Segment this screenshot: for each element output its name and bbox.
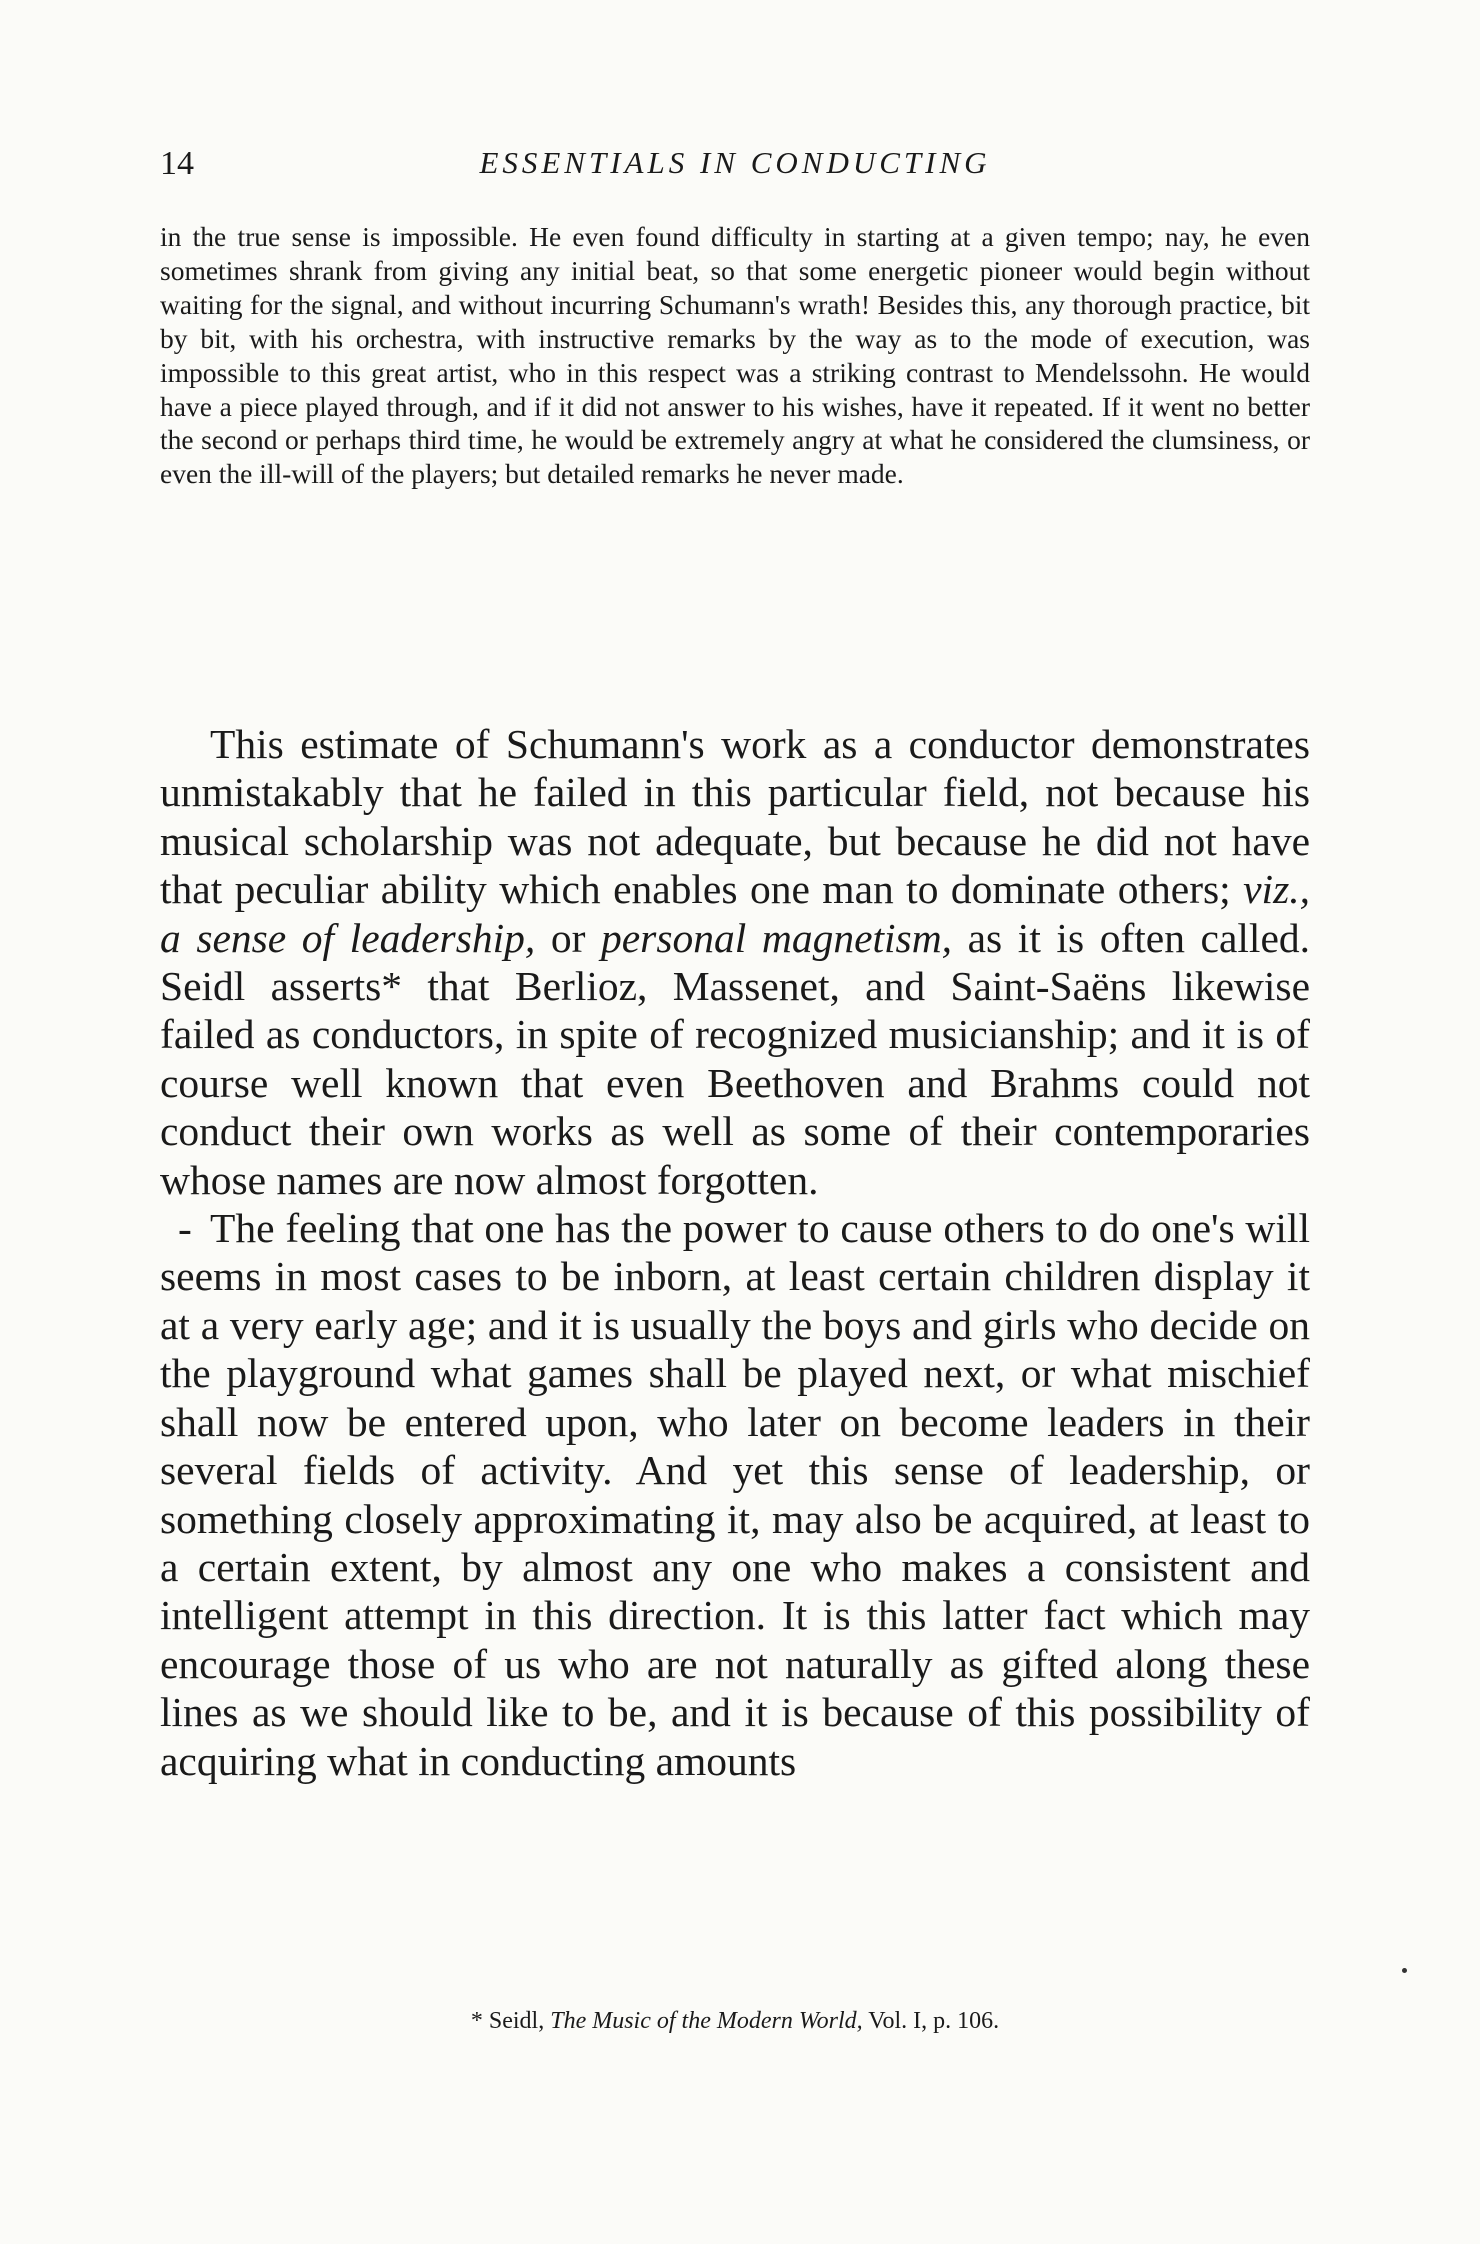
- footnote-title: The Music of the Modern World,: [550, 2008, 863, 2034]
- para2-text: The feeling that one has the power to cause others to do one's will seems in most cases to be inborn, at least certain children display it at a very early age; and it is usually the boys and girls who decide on the playground what games shall be played next, or what mischief shall now be entered upon, who later on become leaders in their several fields of activity. And yet this sense of leadership, or something closely approximating it, may also be acquired, at least to a certain extent, by almost any one who makes a consistent and intelligent attempt in this direction. It is this latter fact which may encourage those of us who are not naturally as gifted along these lines as we should like to be, and it is because of this possibility of acquiring what in conducting amounts: [160, 1205, 1310, 1784]
- page-number: 14: [160, 145, 194, 182]
- footnote-suffix: Vol. I, p. 106.: [862, 2008, 1000, 2034]
- running-head: ESSENTIALS IN CONDUCTING: [479, 145, 991, 180]
- body-paragraph-2: [160, 1204, 1310, 1785]
- stray-dot: [1402, 1968, 1407, 1973]
- para1-text-b: as it is often called. Seidl asserts* that Berlioz, Massenet, and Saint-Saëns likewise failed as conductors, in spite of recognized musicianship; and it is of course well known that even Beethoven and Brahms could not conduct their own works as well as some of their contemporaries whose names are now almost forgotten.: [160, 914, 1310, 1203]
- body-paragraph-1: [160, 720, 1310, 1204]
- stray-mark: -: [178, 1205, 192, 1252]
- quote-paragraph: in the true sense is impossible. He even found difficulty in starting at a given tempo; nay, he even sometimes shrank from giving any initial beat, so that some energetic pioneer would begin without waiting for the signal, and without incurring Schumann's wrath! Besides this, any thorough practice, bit by bit, with his orchestra, with instructive remarks by the way as to the mode of execution, was impossible to this great artist, who in this respect was a striking contrast to Mendelssohn. He would have a piece played through, and if it did not answer to his wishes, have it repeated. If it went no better the second or perhaps third time, he would be extremely angry at what he considered the clumsiness, or even the ill-will of the players; but detailed remarks he never made.: [160, 221, 1310, 490]
- footnote-prefix: * Seidl,: [470, 2008, 551, 2034]
- page-header: [160, 145, 1310, 205]
- para1-text-or: or: [535, 914, 602, 961]
- footnote: [160, 2008, 1310, 2035]
- block-quote: [160, 220, 1310, 491]
- para1-text-a: This estimate of Schumann's work as a conductor demonstrates unmistakably that he failed in this particular field, not because his musical scholarship was not adequate, but because he did not have that peculiar ability which enables one man to dominate others;: [160, 721, 1310, 913]
- main-text: [160, 720, 1310, 1785]
- para1-magnetism-italic: personal magnetism,: [601, 914, 953, 961]
- para1-viz-italic: viz., a sense of leadership,: [160, 866, 1310, 961]
